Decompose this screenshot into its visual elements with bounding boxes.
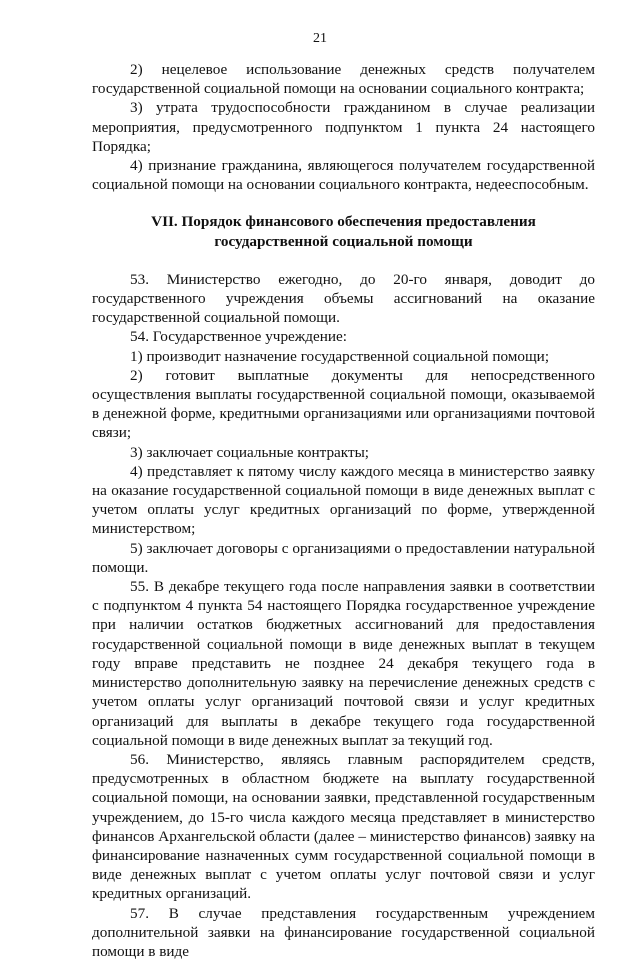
paragraph-54-item-1: 1) производит назначение государственной социальной помощи; bbox=[130, 347, 550, 365]
paragraph-53: 53. Министерство ежегодно, до 20-го января, доводит до государственного учреждения объемы ассигнований на оказание государственной социальной помощи. bbox=[92, 270, 595, 327]
paragraph-54-item-2: 2) готовит выплатные документы для непосредственного осуществления выплаты государственной социальной помощи, оказываемой в денежной форме, кредитными организациями или организациями почтовой связи; bbox=[92, 366, 595, 442]
paragraph-55: 55. В декабре текущего года после направления заявки в соответствии с подпунктом 4 пункта 54 настоящего Порядка государственное учреждение при наличии остатков бюджетных ассигнований для предоставления государственной социальной помощи в виде денежных выплат в текущем году вправе представить не позднее 24 декабря текущего года в министерство дополнительную заявку на перечисление денежных средств с учетом оплаты услуг организаций почтовой связи и услуг кредитных организаций для выплаты в декабре текущего года государственной социальной помощи в виде денежных выплат за текущий год. bbox=[92, 578, 595, 749]
paragraph-54-item-3: 3) заключает социальные контракты; bbox=[130, 443, 370, 461]
paragraph-54-item-4: 4) представляет к пятому числу каждого месяца в министерство заявку на оказание государственной социальной помощи в виде денежных выплат с учетом оплаты услуг кредитных организаций по форме, утвержденной министерством; bbox=[92, 462, 595, 538]
section-heading-line-1: VII. Порядок финансового обеспечения предоставления bbox=[151, 213, 536, 231]
paragraph-54-item-5: 5) заключает договоры с организациями о предоставлении натуральной помощи. bbox=[92, 539, 595, 576]
paragraph-item-3: 3) утрата трудоспособности гражданином в случае реализации мероприятия, предусмотренного подпунктом 1 пункта 24 настоящего Порядка; bbox=[92, 99, 595, 155]
paragraph-57: 57. В случае представления государственным учреждением дополнительной заявки на финансирование государственной социальной помощи в виде bbox=[92, 904, 595, 960]
paragraph-56: 56. Министерство, являясь главным распорядителем средств, предусмотренных в областном бюджете на выплату государственной социальной помощи, на основании заявки, представленной государственным учреждением, до 15-го числа каждого месяца представляет в министерство финансов Архангельской области (далее – министерство финансов) заявку на финансирование назначенных сумм государственной социальной помощи в виде денежных выплат с учетом оплаты услуг почтовой связи и услуг кредитных организаций. bbox=[92, 750, 595, 903]
document-body bbox=[92, 60, 595, 961]
section-heading bbox=[92, 212, 595, 250]
section-heading-line-2: государственной социальной помощи bbox=[214, 232, 473, 250]
paragraph-item-2: 2) нецелевое использование денежных средств получателем государственной социальной помощи на основании социального контракта; bbox=[92, 61, 595, 98]
paragraph-54: 54. Государственное учреждение: bbox=[130, 328, 347, 346]
paragraph-item-4: 4) признание гражданина, являющегося получателем государственной социальной помощи на основании социального контракта, недееспособным. bbox=[92, 157, 595, 194]
page-number: 21 bbox=[313, 31, 327, 46]
